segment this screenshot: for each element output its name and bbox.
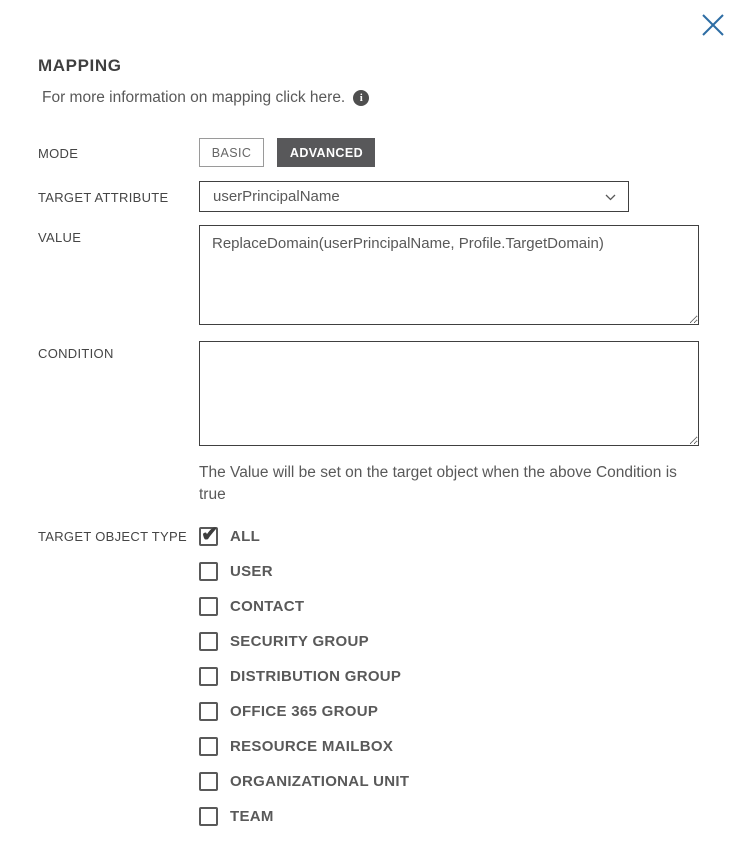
value-textarea[interactable] <box>199 225 699 325</box>
checkbox-organizational-unit[interactable] <box>199 772 218 791</box>
checkbox-user[interactable] <box>199 562 218 581</box>
checkbox-label: RESOURCE MAILBOX <box>230 738 394 755</box>
chevron-down-icon <box>605 188 616 205</box>
checkbox-row-resource-mailbox[interactable] <box>199 737 409 756</box>
checkbox-label: ALL <box>230 528 261 545</box>
checkbox-all[interactable] <box>199 527 218 546</box>
checkbox-label: DISTRIBUTION GROUP <box>230 668 402 685</box>
checkbox-label: TEAM <box>230 808 274 825</box>
checkbox-label: OFFICE 365 GROUP <box>230 703 379 720</box>
close-button[interactable] <box>700 12 726 38</box>
mode-button-group <box>199 138 375 167</box>
value-label: VALUE <box>38 230 82 245</box>
checkbox-label: CONTACT <box>230 598 305 615</box>
condition-label: CONDITION <box>38 346 114 361</box>
checkbox-row-all[interactable] <box>199 527 409 546</box>
close-icon <box>700 12 726 38</box>
checkbox-row-office-365-group[interactable] <box>199 702 409 721</box>
checkbox-row-team[interactable] <box>199 807 409 826</box>
condition-textarea[interactable] <box>199 341 699 446</box>
target-attribute-label: TARGET ATTRIBUTE <box>38 190 169 205</box>
checkbox-label: USER <box>230 563 273 580</box>
checkbox-resource-mailbox[interactable] <box>199 737 218 756</box>
dialog-subtitle: For more information on mapping click here. <box>42 89 346 106</box>
checkbox-row-security-group[interactable] <box>199 632 409 651</box>
target-object-type-list <box>199 527 409 842</box>
value-row <box>38 225 744 325</box>
checkbox-row-organizational-unit[interactable] <box>199 772 409 791</box>
checkbox-label: SECURITY GROUP <box>230 633 369 650</box>
checkbox-row-distribution-group[interactable] <box>199 667 409 686</box>
mode-basic-button[interactable]: BASIC <box>199 138 264 167</box>
page-title: MAPPING <box>38 56 122 75</box>
target-attribute-row <box>38 181 744 212</box>
checkbox-contact[interactable] <box>199 597 218 616</box>
target-attribute-select[interactable] <box>199 181 629 212</box>
checkbox-distribution-group[interactable] <box>199 667 218 686</box>
info-icon[interactable]: i <box>353 90 369 106</box>
checkbox-label: ORGANIZATIONAL UNIT <box>230 773 410 790</box>
condition-row <box>38 341 744 446</box>
checkbox-team[interactable] <box>199 807 218 826</box>
target-attribute-selected-value: userPrincipalName <box>213 188 340 205</box>
mode-row <box>38 138 744 167</box>
mode-advanced-button[interactable]: ADVANCED <box>277 138 375 167</box>
checkbox-row-user[interactable] <box>199 562 409 581</box>
target-object-type-row <box>38 527 744 842</box>
checkbox-office-365-group[interactable] <box>199 702 218 721</box>
target-object-type-label: TARGET OBJECT TYPE <box>38 529 187 544</box>
mode-label: MODE <box>38 146 79 161</box>
checkbox-security-group[interactable] <box>199 632 218 651</box>
condition-helper-text: The Value will be set on the target object when the above Condition is true <box>199 464 677 503</box>
checkbox-row-contact[interactable] <box>199 597 409 616</box>
